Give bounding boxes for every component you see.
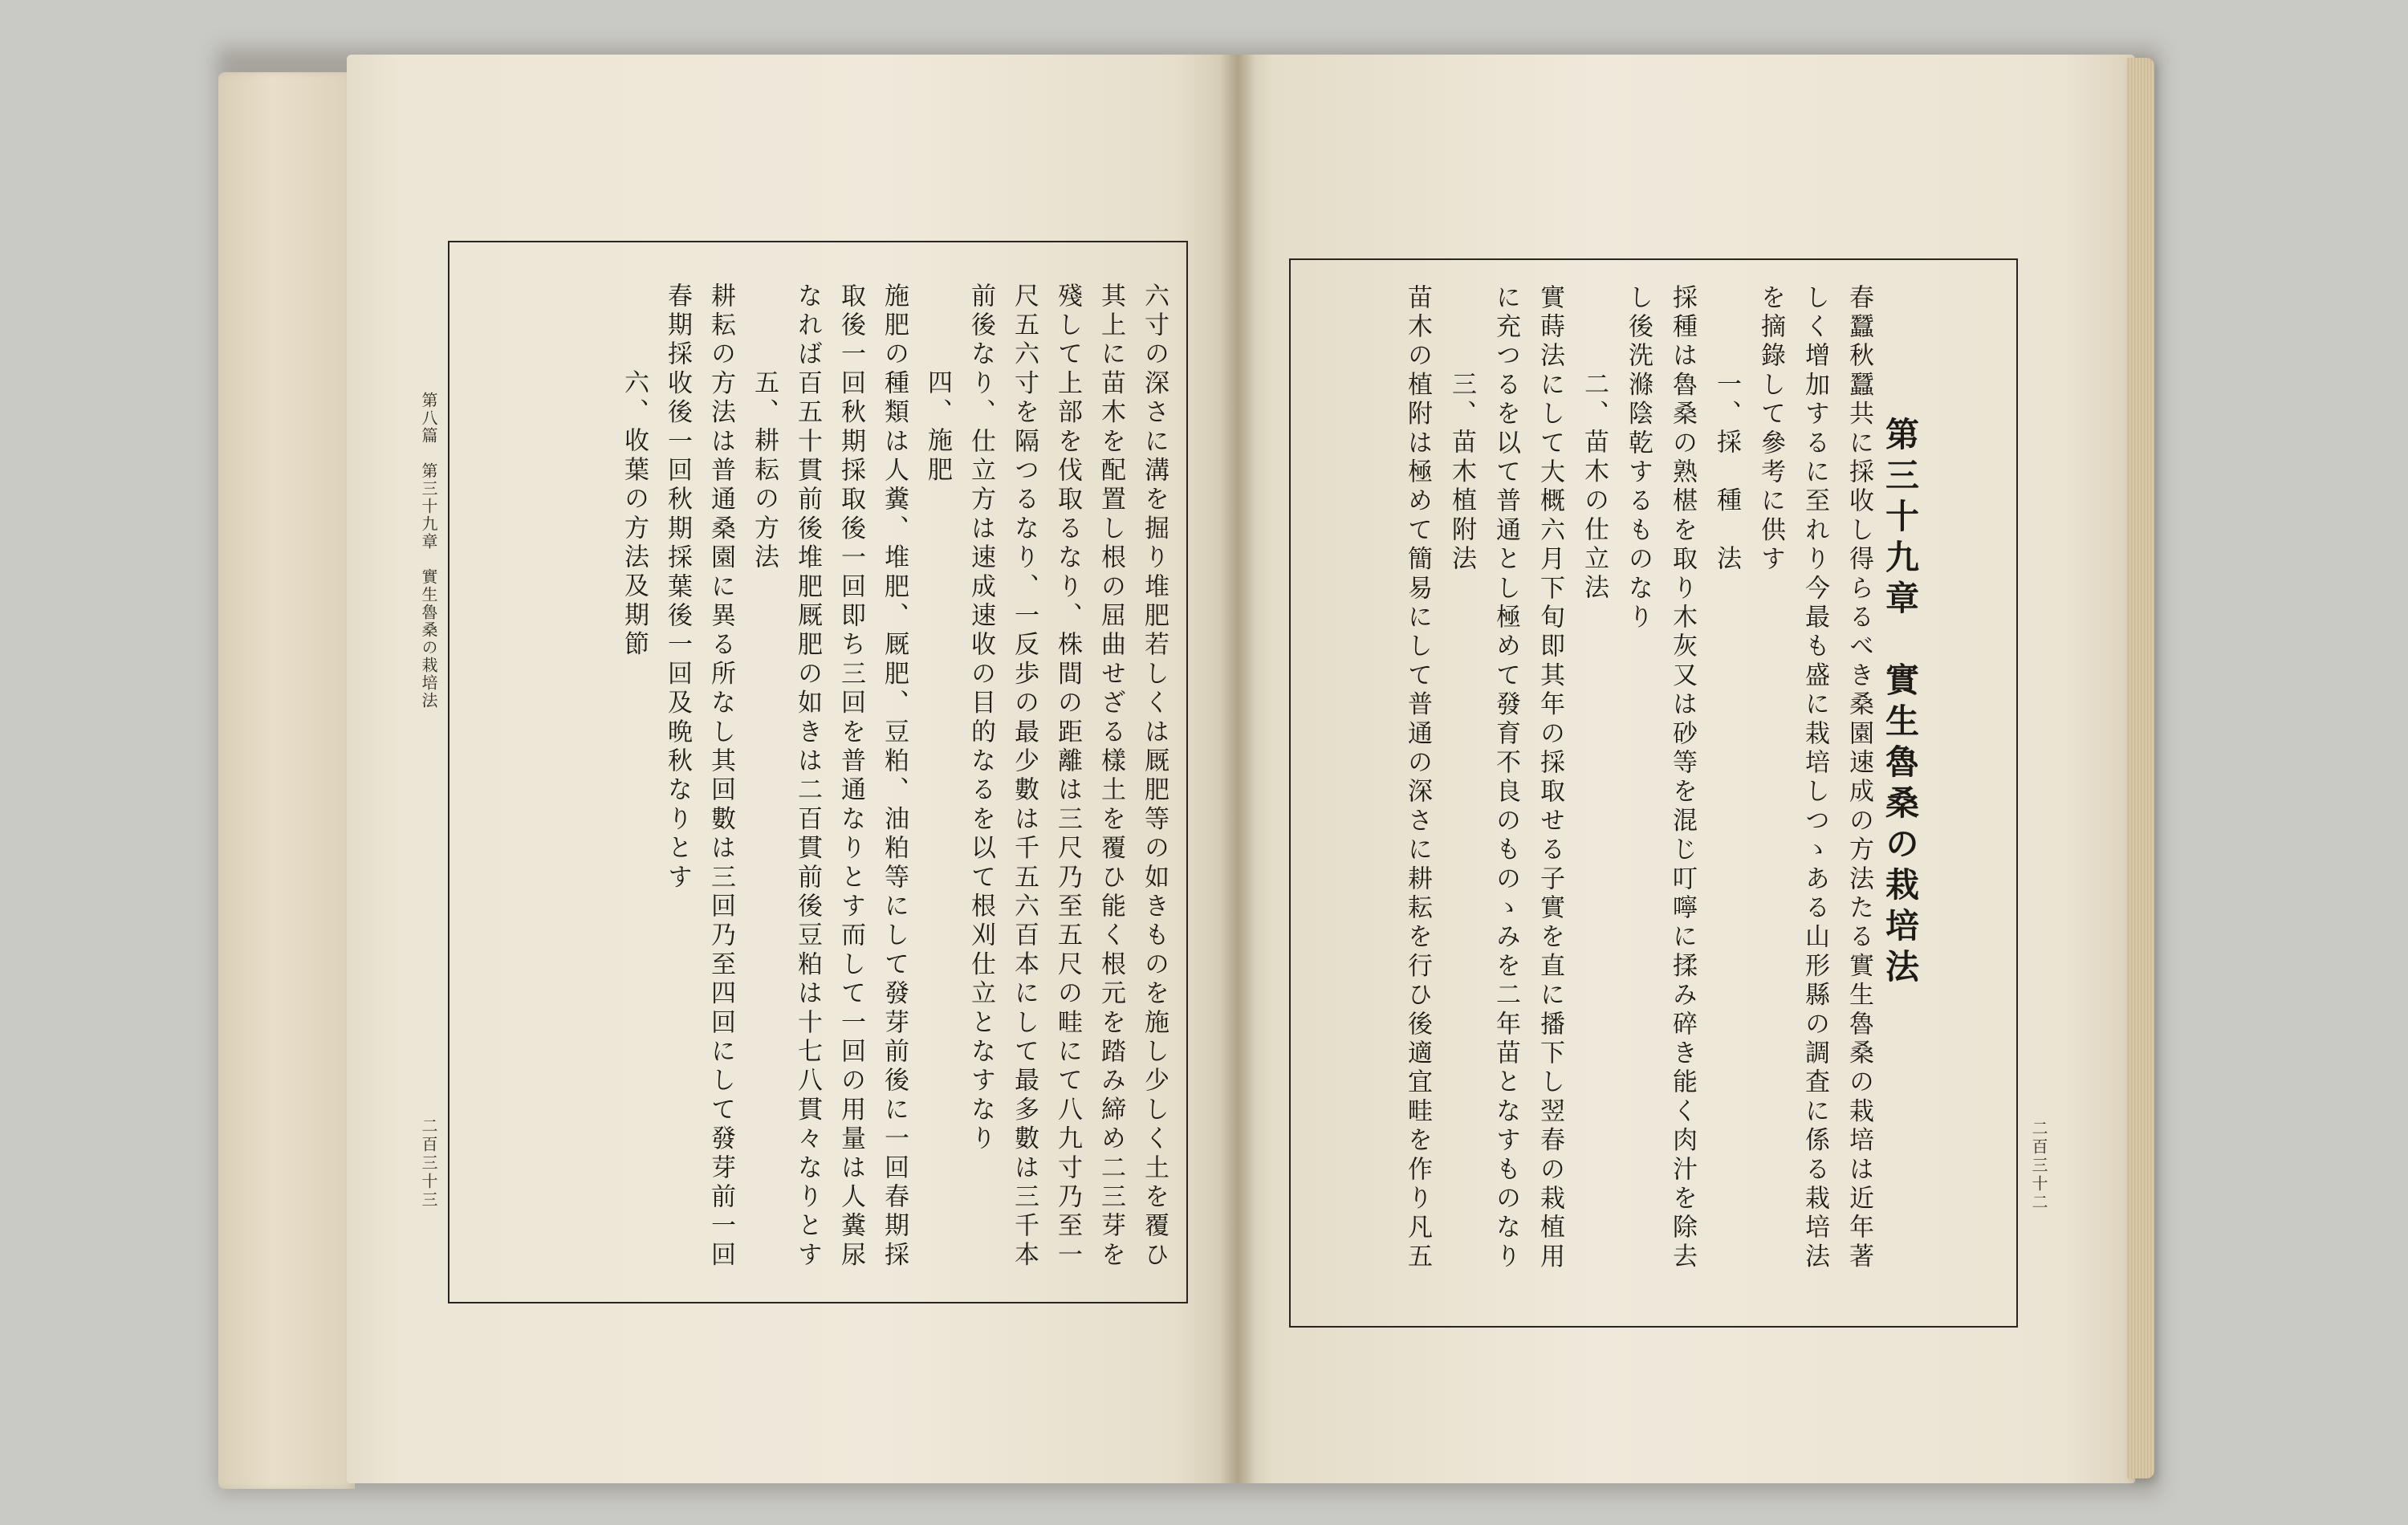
- right-page-text-column: に充つるを以て普通とし極めて發育不良のものゝみを二年苗となすものなり: [1491, 284, 1520, 1272]
- left-page-text-column: 其上に苗木を配置し根の屈曲せざる樣土を覆ひ能く根元を踏み締め二三芽を: [1096, 283, 1125, 1271]
- left-page-text-column: 五、耕耘の方法: [750, 369, 779, 573]
- right-text-frame: [1289, 258, 2018, 1328]
- left-page-text-column: 尺五六寸を隔つるなり、一反歩の最少數は千五六百本にして最多數は三千本: [1010, 283, 1039, 1271]
- left-text-frame: [448, 241, 1188, 1303]
- right-page-number: 二百三十二: [2029, 1120, 2048, 1212]
- right-page-text-column: 春蠶秋蠶共に採收し得らるべき桑園速成の方法たる實生魯桑の栽培は近年著: [1845, 284, 1873, 1272]
- left-page-text-column: 六寸の深さに溝を掘り堆肥若しくは厩肥等の如きものを施し少しく土を覆ひ: [1140, 283, 1169, 1271]
- left-page-text-column: なれば百五十貫前後堆肥厩肥の如きは二百貫前後豆粕は十七八貫々なりとす: [793, 283, 822, 1271]
- left-page-text-column: 殘して上部を伐取るなり、株間の距離は三尺乃至五尺の畦にて八九寸乃至一: [1053, 283, 1082, 1271]
- right-page-text-column: し後洗滌陰乾するものなり: [1624, 284, 1653, 633]
- book-cover-edge: [218, 72, 355, 1489]
- left-page-text-column: 四、施肥: [923, 369, 952, 486]
- left-page-number: 二百三十三: [419, 1117, 438, 1210]
- left-running-head: 第八篇 第三十九章 實生魯桑の栽培法: [419, 392, 438, 710]
- right-page-text-column: 苗木の植附は極めて簡易にして普通の深さに耕耘を行ひ後適宜畦を作り凡五: [1403, 284, 1432, 1272]
- left-page-text-column: 施肥の種類は人糞、堆肥、厩肥、豆粕、油粕等にして發芽前後に一回春期採: [880, 283, 909, 1271]
- right-page-text-column: 採種は魯桑の熟椹を取り木灰又は砂等を混じ叮嚀に揉み碎き能く肉汁を除去: [1668, 284, 1697, 1272]
- right-page-text-column: しく增加するに至れり今最も盛に栽培しつゝある山形縣の調査に係る栽培法: [1800, 284, 1829, 1272]
- left-page-text-column: 前後なり、仕立方は速成速收の目的なるを以て根刈仕立となすなり: [966, 283, 995, 1154]
- right-page-text-column: を摘錄して參考に供す: [1756, 284, 1785, 575]
- left-page-text-column: 耕耘の方法は普通桑園に異る所なし其回數は三回乃至四回にして發芽前一回: [706, 283, 735, 1271]
- right-page-text-column: 實蒔法にして大概六月下旬即其年の採取せる子實を直に播下し翌春の栽植用: [1536, 284, 1564, 1272]
- left-page-text-column: 取後一回秋期採取後一回即ち三回を普通なりとす而して一回の用量は人糞尿: [836, 283, 865, 1271]
- left-page-text-column: 春期採收後一回秋期採葉後一回及晩秋なりとす: [663, 283, 692, 893]
- chapter-title: 第三十九章 實生魯桑の栽培法: [1881, 417, 1920, 990]
- book-gutter: [1220, 55, 1255, 1483]
- right-page-text-column: 二、苗木の仕立法: [1580, 371, 1609, 604]
- right-page-text-column: 三、苗木植附法: [1447, 371, 1476, 575]
- page-stack-edge: [2127, 58, 2154, 1478]
- left-page-text-column: 六、收葉の方法及期節: [620, 369, 649, 660]
- right-page-text-column: 一、採 種 法: [1712, 371, 1741, 575]
